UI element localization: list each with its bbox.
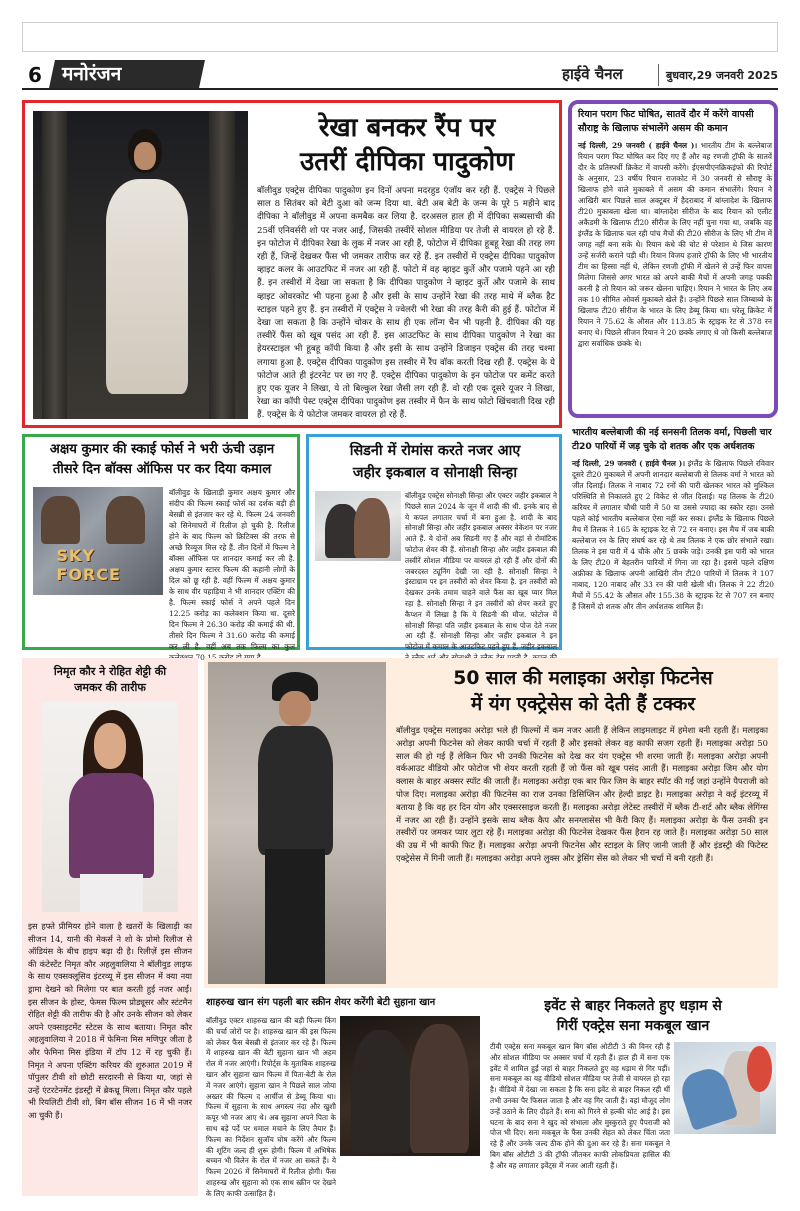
sky-force-headline-1: अक्षय कुमार की स्काई फोर्स ने भरी ऊंची उड़ान (49, 442, 275, 457)
tilak-body-text: इंग्लैंड के खिलाफ पिछले रविवार दूसरे टी20 मुकाबले में अपनी शानदार बल्लेबाजी से तिलक वर्मा ने भारत को जीत दिलाई। तिलक ने नाबाद 72 रनों की पारी खेलकर भारत को मुश्किल परिस्थिति से निकालते हुए 2 विकेट से जीत दिलाई। यह तिलक के टी20 करियर में लगातार चौथी पारी में 50 या उससे ज्यादा का स्कोर रहा। उनसे पहले कोई भारतीय बल्लेबाज ऐसा नहीं कर सका। इंग्लैंड के खिलाफ पिछले मैच में तिलक ने 165 के स्ट्राइक रेट से 72 रन बनाए। इस मैच में जब बाकी बल्लेबाज रन के लिए संघर्ष कर रहे थे तब तिलक ने एक छोर संभाले रखा। तिलक ने इस पारी में 4 चौके और 5 छक्के जड़े। उनकी इस पारी को भारत के लिए टी20 में बेहतरीन पारियों में गिना जा रहा है। इससे पहले दक्षिण अफ्रीका के खिलाफ अपनी आखिरी तीन टी20 पारियों में तिलक ने 107 नाबाद, 120 नाबाद और 33 रन की पारी खेली थी। तिलक ने 22 टी20 मैचों में 55.42 के औसत और 155.38 के स्ट्राइक रेट से 707 रन बनाए हैं जिसमें दो शतक और तीन अर्धशतक शामिल हैं। (572, 459, 774, 611)
sonakshi-headline-2: जहीर इकबाल व सोनाक्षी सिन्हा (352, 465, 518, 481)
riyan-dateline: नई दिल्ली, 29 जनवरी ( हाईवे चैनल )। (578, 141, 698, 150)
article-deepika (22, 100, 562, 428)
riyan-body (578, 140, 772, 412)
nimrit-photo (42, 702, 178, 912)
article-suhana (204, 994, 482, 1196)
issue-date: बुधवार,29 जनवरी 2025 (666, 69, 779, 82)
brand-name: हाईवे चैनल (562, 65, 623, 83)
sky-force-poster (33, 487, 163, 595)
sana-headline-2: गिरीं एक्ट्रेस सना मकबूल खान (556, 1018, 710, 1034)
sana-body: टीवी एक्ट्रेस सना मकबूल खान बिग बॉस ओटीटी 3 की विनर रही हैं और सोशल मीडिया पर अक्सर चर्चा में रहती हैं। हाल ही में सना एक इवेंट में शामिल हुईं जहां से बाहर निकलते हुए वह धड़ाम से गिर पड़ीं। सना मकबूल का यह वीडियो सोशल मीडिया पर तेजी से वायरल हो रहा है। वीडियो में देखा जा सकता है कि सना इवेंट से बाहर निकल रही थीं तभी उनका पैर फिसल जाता है और वह गिर जाती हैं। वहां मौजूद लोग उन्हें उठाने के लिए दौड़ते हैं। सना को गिरने से हल्की चोट आई है। इस घटना के बाद सना ने खुद को संभाला और मुस्कुराते हुए पैपराजी को पोज भी दिए। सना मकबूल के फैंस उनकी सेहत को लेकर चिंता जता रहे हैं और उनके जल्द ठीक होने की दुआ कर रहे हैं। सना मकबूल ने बिग बॉस ओटीटी 3 की ट्रॉफी जीतकर काफी लोकप्रियता हासिल की है और वह लगातार इवेंट्स में नजर आती रहती हैं। (490, 1042, 670, 1170)
article-malaika (204, 658, 778, 988)
masthead (22, 60, 778, 90)
tilak-dateline: नई दिल्ली, 29 जनवरी ( हाईवे चैनल )। (572, 459, 686, 468)
sana-photo (674, 1042, 776, 1134)
malaika-photo (208, 662, 386, 984)
article-sky-force (22, 434, 300, 650)
tilak-headline-1: भारतीय बल्लेबाजी की नई सनसनी तिलक वर्मा, पिछली चार (572, 427, 772, 438)
tilak-body (572, 458, 774, 640)
riyan-body-text: भारतीय टीम के बल्लेबाज रियान पराग फिट घोषित कर दिए गए हैं और वह रणजी ट्रॉफी के सातवें दौर के प्रतिस्पर्धी क्रिकेट में वापसी करेंगे। ईएसपीएनक्रिकइंफो की रिपोर्ट के अनुसार, 23 वर्षीय रियान राजकोट में 30 जनवरी से सौराष्ट्र के खिलाफ होने वाले मुकाबले में असम की कमान संभालेंगे। रियान ने आखिरी बार पिछले साल अक्टूबर में हैदराबाद में बांग्लादेश के खिलाफ टी20 मुकाबला खेला था। बांग्लादेश सीरीज के बाद रियान को एलीट अकैडमी के खिलाफ टी20 सीरीज के लिए नहीं चुना गया था, जबकि वह इंग्लैंड के खिलाफ चल रही पांच मैचों की टी20 सीरीज के लिए भी टीम में जगह नहीं बना सके थे। रियान कंधे की चोट से परेशान थे जिस कारण उन्हें सर्जरी कराने पड़ी थी। रियान विजय हजारे ट्रॉफी के लिए भी भारतीय टीम का हिस्सा नहीं थे, लेकिन रणजी ट्रॉफी में खेलने से उन्हें फिर वापस मिलेगा जिससे अगर भारत को अपने बाकी मैचों में अपनी जगह पक्की करनी है तो रियान को जरूर खेलना चाहिए। रियान ने भारत के लिए अब तक 10 सीमित ओवर्स मुकाबले खेले हैं। उन्होंने पिछले साल जिम्बाब्वे के खिलाफ टी20 सीरीज के भारत के लिए डेब्यू किया था। घरेलू क्रिकेट में रियान ने 75.62 के औसत और 113.85 के स्ट्राइक रेट से 378 रन बनाए थे। पिछले सीजन रियान ने 20 छक्के लगाए थे जो किसी बल्लेबाज द्वारा सर्वाधिक छक्के थे। (578, 141, 772, 348)
malaika-headline-2: में यंग एक्ट्रेसेस को देती हैं टक्कर (470, 694, 696, 715)
article-sonakshi (306, 434, 562, 650)
riyan-headline-1: रियान पराग फिट घोषित, सातवें दौर में करेंगे वापसी (578, 109, 754, 120)
srk-suhana-photo (340, 1016, 480, 1156)
deepika-body: बॉलीवुड एक्ट्रेस दीपिका पादुकोण इन दिनों अपना मदरहुड एंजॉय कर रही हैं. एक्ट्रेस ने पिछले साल 8 सितंबर को बेटी दुआ को जन्म दिया था. बेटी अब बेटी के जन्म के पूरे 5 महीने बाद दीपिका ने बॉलीवुड में अपना कमबैक कर लिया है. दरअसल हाल ही में दीपिका सब्यसाची की 25वीं एनिवर्सरी शो पर नजर आईं, जिसकी तस्वीरें सोशल मीडिया पर तेजी से वायरल हो रहे हैं. इन फोटोज में दीपिका रेखा के लुक में नजर आ रही हैं, फोटोज में दीपिका हूबहू रेखा की तरह लग रही हैं, जिन्हें देखकर फैंस भी जमकर तारीफ कर रहे हैं. इन तस्वीरों में एक्ट्रेस दीपिका पादुकोण व्हाइट कलर के आउटफिट में नजर आ रही हैं. फोटो में वह व्हाइट कुर्ते और पजामे पहने आ रही हैं. इन तस्वीरों में देखा जा सकता है कि दीपिका पादुकोण ने व्हाइट कुर्ते और पजामे के साथ व्हाइट ओवरकोट भी पहना हुआ है और इसी के साथ उन्होंने रेखा की तरह माथे में ब्लैक हैट स्टाइल पहने हुए हैं. इन तस्वीरों में एक्ट्रेस ने ज्वेलरी भी रेखा की तरह कैरी की हुई हैं. फोटोज में देखा जा सकता है कि उन्होंने चोकर के साथ ही एक लॉन्ग चैन भी पहनी है. दीपिका की यह तस्वीरें फैंस को खूब पसंद आ रही हैं. इस आउटफिट के साथ दीपिका पादुकोण ने रेखा का हेयरस्टाइल भी हूबहू कॉपी किया है और इसी के साथ उन्होंने डिजाइन एक्ट्रेस की तरह चश्मा लगाया हुआ है. एक्ट्रेस दीपिका पादुकोण इस तस्वीर में रैंप वॉक करती दिख रही हैं. एक्ट्रेस के ये फोटोज आते ही इंटरनेट पर छा गए हैं. एक्ट्रेस दीपिका पादुकोण के इन फोटोज पर कमेंट करते हुए एक यूजर ने लिखा, ये तो बिल्कुल रेखा जैसी लग रही हैं. वो रही एक दूसरे यूजर ने लिखा, रेखा का कॉपी पेस्ट एक्ट्रेस दीपिका पादुकोण इस तस्वीर में फैन के साथ फोटो खिंचवाती दिख रही हैं. एक्ट्रेस के ये फोटोज जमकर वायरल हो रहे हैं. (257, 186, 555, 421)
suhana-body: बॉलीवुड एक्टर शाहरुख खान की बड़ी फिल्म किंग की चर्चा जोरों पर है। शाहरुख खान की इस फिल्म को लेकर फैंस बेसब्री से इंतजार कर रहे हैं। फिल्म में शाहरुख खान की बेटी सुहाना खान भी अहम रोल में नजर आएंगी। रिपोर्ट्स के मुताबिक शाहरुख खान और सुहाना खान फिल्म में पिता-बेटी के रोल में नजर आएंगे। सुहाना खान ने पिछले साल जोया अख्तर की फिल्म द आर्चीज से डेब्यू किया था। फिल्म में सुहाना के साथ अगस्त्य नंदा और खुशी कपूर भी नजर आए थे। अब सुहाना अपने पिता के साथ बड़े पर्दे पर धमाल मचाने के लिए तैयार हैं। फिल्म का निर्देशन सुजॉय घोष करेंगे और फिल्म की शूटिंग जल्द ही शुरू होगी। फिल्म में अभिषेक बच्चन भी विलेन के रोल में नजर आ सकते हैं। ये फिल्म 2026 में सिनेमाघरों में रिलीज होगी। फैंस शाहरुख और सुहाना को एक साथ स्क्रीन पर देखने के लिए काफी उत्साहित हैं। (206, 1016, 336, 1198)
section-title: मनोरंजन (49, 60, 205, 88)
malaika-headline-1: 50 साल की मलाइका अरोड़ा फिटनेस (453, 668, 713, 689)
article-riyan-parag (568, 100, 778, 418)
malaika-body: बॉलीवुड एक्ट्रेस मलाइका अरोड़ा भले ही फिल्मों में कम नजर आती हैं लेकिन लाइमलाइट में हमेशा बनी रहती हैं। मलाइका अरोड़ा अपनी फिटनेस को लेकर काफी चर्चा में रहती हैं और इसको लेकर वह काफी सजग रहती हैं। मलाइका अरोड़ा 50 साल की हो गई हैं लेकिन फिर भी उनकी फिटनेस को देख कर यंग एक्ट्रेस भी शरमा जाती हैं। मलाइका अरोड़ा अपनी वर्कआउट वीडियो और फोटोज भी शेयर करती रहती हैं जो फैंस को खूब पसंद आती हैं। मलाइका अरोड़ा जिम और योग क्लास के बाहर अक्सर स्पॉट की जाती हैं। मलाइका अरोड़ा एक बार फिर जिम के बाहर स्पॉट की गईं जहां उन्होंने पैपराजी को पोज दिए। मलाइका अरोड़ा की फिटनेस का राज उनका डिसिप्लिन और हेल्दी डाइट है। मलाइका अरोड़ा ने कई इंटरव्यू में बताया है कि वह हर दिन योग और एक्सरसाइज करती हैं। मलाइका अरोड़ा लेटेस्ट तस्वीरों में ब्लैक टी-शर्ट और ब्लैक लेगिंग्स में नजर आ रही हैं। उन्होंने इसके साथ ब्लैक कैप और सनग्लासेस भी कैरी किए हैं। मलाइका अरोड़ा के फैंस उनकी इन तस्वीरों पर जमकर प्यार लुटा रहे हैं। मलाइका अरोड़ा की फिटनेस देखकर फैंस हैरान रह जाते हैं। मलाइका अरोड़ा 50 साल की उम्र में भी काफी फिट हैं। मलाइका अरोड़ा अपनी फिटनेस और स्टाइल के लिए जानी जाती हैं और इंडस्ट्री की फिटेस्ट एक्ट्रेसेस में गिनी जाती हैं। मलाइका अरोड़ा अपने लुक्स और ड्रेसिंग सेंस को लेकर भी चर्चा में बनी रहती हैं। (396, 725, 768, 863)
sky-force-poster-title: SKY FORCE (56, 546, 121, 585)
brand-divider (658, 64, 659, 86)
article-sana-makbul (488, 994, 778, 1196)
nimrit-headline-2: जमकर की तारीफ (74, 681, 146, 694)
deepika-headline-2: उतरीं दीपिका पादुकोण (299, 147, 515, 177)
nimrit-headline-1: निमृत कौर ने रोहित शेट्टी की (53, 665, 167, 678)
deepika-runway-photo (33, 111, 248, 419)
article-nimrit-kaur (22, 658, 198, 1196)
top-bar (22, 22, 778, 52)
nimrit-body: इस हफ्ते प्रीमियर होने वाला है खतरों के खिलाड़ी का सीजन 14, यानी की मेकर्स ने शो के प्रोमो रिलीज से ऑडियंस के बीच हाइप बढ़ा दी है। रिलीज़ें इस सीजन की कंटेस्टेंट निमृत कौर अहलुवालिया ने बॉलीवुड लाइफ के साथ एक्सक्लूसिव इंटरव्यू में इस सीजन में क्या नया ड्रामा देखने को मिलेगा पर बात करती हुई नजर आईं। इस सीजन के होस्ट, फेमस फिल्म प्रोड्यूसर और स्टंटमैन रोहित शेट्टी की तारीफ की है और उनके सीजन को लेकर अपने एक्साइटमेंट स्टेटस के साथ बताया। निमृत कौर अहलुवालिया ने 2018 में फेमिना मिस मणिपुर जीता है और फेमिना मिस इंडिया में टॉप 12 में रह चुकी हैं। निमृत ने अपना एक्टिंग करियर की शुरुआत 2019 में पॉपुलर टीवी शो छोटी सरदारनी से किया था, जहां से उन्हें एंटरटेनमेंट इंडस्ट्री में ब्रेकथ्रू मिला। निमृत कौर पहले भी रियलिटी टीवी शो, बिग बॉस सीजन 16 में भी नजर आ चुकी हैं। (28, 921, 192, 1120)
sky-force-headline-2: तीसरे दिन बॉक्स ऑफिस पर कर दिया कमाल (52, 462, 272, 477)
deepika-headline-1: रेखा बनकर रैंप पर (318, 113, 496, 143)
sana-headline-1: इवेंट से बाहर निकलते हुए धड़ाम से (544, 998, 722, 1014)
suhana-headline: शाहरुख खान संग पहली बार स्क्रीन शेयर करेंगी बेटी सुहाना खान (206, 997, 436, 1008)
article-tilak-varma (568, 424, 778, 644)
sky-force-body: बॉलीवुड के खिलाड़ी कुमार अक्षय कुमार और संदीप की फिल्म स्काई फोर्स का दर्शक बड़ी ही बेसब्री से इंतजार कर रहे थे. फिल्म 24 जनवरी को सिनेमाघरों में रिलीज हो चुकी है. रिलीज होने के बाद फिल्म को क्रिटिक्स की तरफ से अच्छे रिव्यूज मिल रहे हैं. तीन दिनों में फिल्म ने बॉक्स ऑफिस पर शानदार कमाई कर ली है. अक्षय कुमार स्टारर फिल्म की कहानी लोगों के दिल को छू रही है. वहीं फिल्म में अक्षय कुमार के साथ वीर पहाड़िया ने भी शानदार एक्टिंग की है. फिल्म स्काई फोर्स ने अपने पहले दिन 12.25 करोड़ का कलेक्शन किया था. दूसरे दिन फिल्म ने 26.30 करोड़ की कमाई की थी. तीसरे दिन फिल्म ने 31.60 करोड़ की कमाई कर ली है. वहीं अब तक फिल्म का कुल (169, 488, 295, 651)
sonakshi-body: बॉलीवुड एक्ट्रेस सोनाक्षी सिन्हा और एक्टर जहीर इकबाल ने पिछले साल 2024 के जून में शादी की थी. इनके बाद से ये कपल लगातार चर्चा में बना हुआ है. शादी के बाद सोनाक्षी सिन्हा और जहीर इकबाल अक्सर वेकेशन पर नजर आते हैं. ये दोनों अब सिडनी गए हैं और वहां से रोमांटिक फोटोज शेयर की हैं. सोनाक्षी सिन्हा और जहीर इकबाल की तस्वीरें सोशल मीडिया पर वायरल हो रही हैं और दोनों की जबरदस्त ट्यूनिंग देखी जा रही है. सोनाक्षी सिन्हा ने इंस्टाग्राम पर इन तस्वीरों को शेयर किया है. इन तस्वीरों को देखकर उनके तमाम चाहने वाले फैंस का खूब प्यार मिल रहा है. सोनाक्षी सिन्हा ने इन तस्वीरों को शेयर करते हुए कैप्शन में लिखा है कि ये सिडनी की मौज. फोटोज में सोनाक्षी सिन्हा पति जहीर इकबाल के साथ पोज देते नजर आ रही हैं. सोनाक्षी सिन्हा और जहीर इकबाल ने इन फोटोज में कमाल के आउटफिट पहने हुए हैं. जहीर इकबाल (405, 491, 557, 652)
tilak-headline-2: टी20 पारियों में जड़ चुके दो शतक और एक अर्धशतक (572, 441, 755, 452)
riyan-headline-2: सौराष्ट्र के खिलाफ संभालेंगे असम की कमान (578, 123, 728, 134)
sonakshi-zaheer-photo (315, 491, 401, 561)
sonakshi-headline-1: सिडनी में रोमांस करते नजर आए (349, 443, 521, 459)
page-number: 6 (28, 63, 42, 87)
